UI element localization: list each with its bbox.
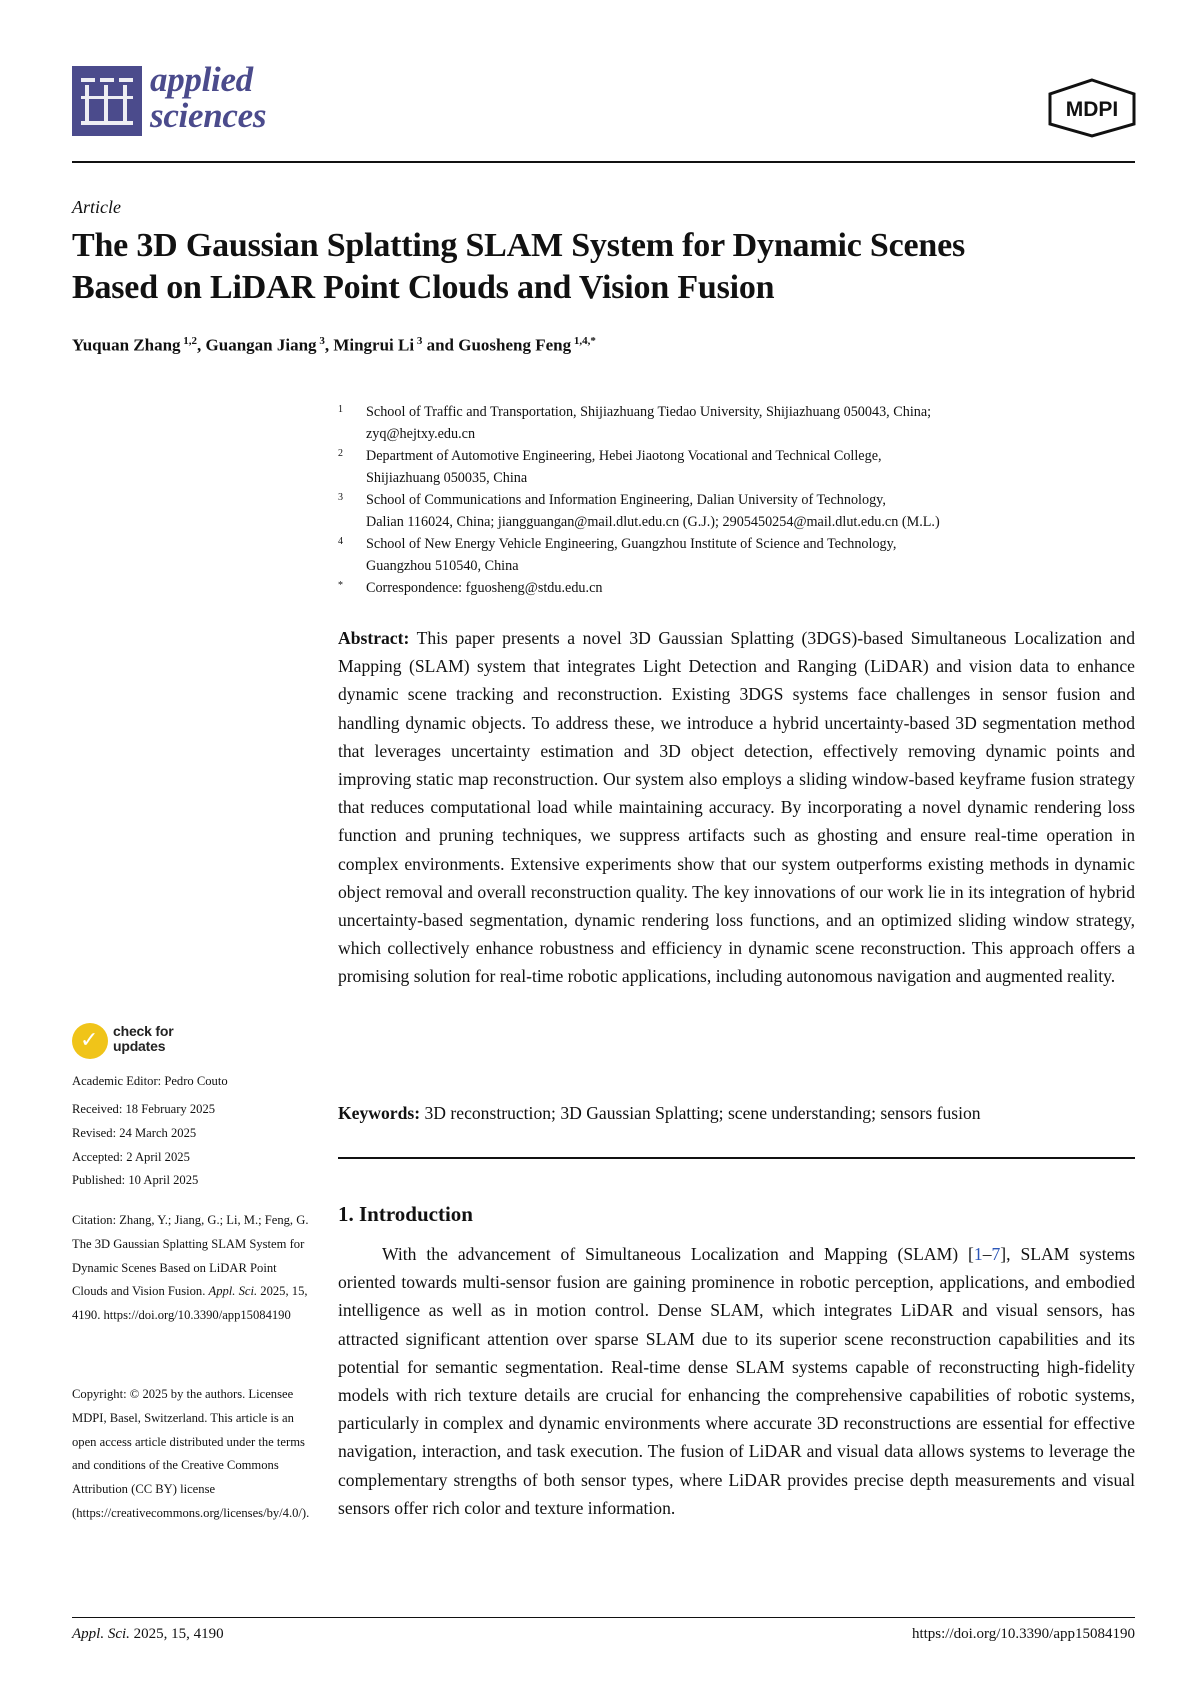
footer-divider (72, 1617, 1135, 1618)
header-divider (72, 161, 1135, 163)
affiliation-line: Guangzhou 510540, China (366, 558, 519, 574)
author-name: Guosheng Feng (458, 335, 572, 355)
journal-logo-icon (72, 66, 142, 136)
keywords-divider (338, 1157, 1135, 1159)
journal-name (150, 62, 266, 134)
journal-name-line1: applied (150, 60, 253, 99)
check-for-updates-line2: updates (113, 1037, 166, 1054)
affiliation-number: * (338, 580, 343, 591)
check-for-updates-line1: check for (113, 1023, 174, 1039)
affiliation-line: Correspondence: fguosheng@stdu.edu.cn (366, 580, 603, 596)
affiliation-item (338, 577, 1138, 599)
publication-date: Received: 18 February 2025 (72, 1102, 216, 1116)
affiliation-number: 4 (338, 536, 343, 547)
check-for-updates-label (113, 1024, 173, 1053)
introduction-paragraph (338, 1240, 1135, 1522)
footer-journal: Appl. Sci. (72, 1626, 130, 1642)
intro-text-post: ], SLAM systems oriented towards multi-sensor fusion are gaining prominence in robotic perception, applications, and embodied intelligence as well as in motion control. Dense SLAM, which integrates LiDAR and visual sensors, has attracted significant attention over sparse SLAM due to its superior scene reconstruction capabilities and its potential for semantic segmentation. Real-time dense SLAM systems capable of reconstructing high-fidelity models with rich texture details are crucial for enhancing the comprehensive capabilities of robotic systems, particularly in complex and dynamic environments where accurate 3D reconstructions are essential for effective navigation, interaction, and task execution. The fusion of LiDAR and visual data allows systems to leverage the complementary strengths of both sensor types, where LiDAR provides precise depth measurements and visual sensors offer rich color and texture information. (338, 1244, 1135, 1518)
author-list (72, 335, 596, 356)
copyright-block: Copyright: © 2025 by the authors. Licensee MDPI, Basel, Switzerland. This article is an open access article distributed under the terms and conditions of the Creative Commons Attribution (CC BY) license (https://creativecommons.org/licenses/by/4.0/). (72, 1387, 310, 1520)
intro-text-pre: With the advancement of Simultaneous Localization and Mapping (SLAM) [ (382, 1244, 974, 1264)
author-affiliation-marker: 3 (316, 335, 325, 347)
publisher-name: MDPI (1065, 98, 1119, 121)
affiliation-item (338, 489, 1138, 533)
affiliation-line: School of Communications and Information Engineering, Dalian University of Technology, (366, 492, 886, 508)
footer-citation (72, 1626, 224, 1643)
citation-block (72, 1209, 312, 1328)
citation-journal: Appl. Sci. (208, 1284, 258, 1299)
author-name: Yuquan Zhang (72, 335, 181, 355)
footer-doi-link[interactable]: https://doi.org/10.3390/app15084190 (911, 1626, 1135, 1642)
publication-date: Accepted: 2 April 2025 (72, 1149, 190, 1164)
checkmark-icon: ✓ (80, 1028, 99, 1053)
article-title-line1: The 3D Gaussian Splatting SLAM System for Dynamic Scenes (72, 227, 966, 264)
publication-date: Published: 10 April 2025 (72, 1173, 199, 1188)
affiliation-number: 2 (338, 448, 343, 459)
abstract (338, 624, 1135, 991)
footer-volume: 2025, 15, 4190 (129, 1626, 224, 1642)
section-heading-introduction: 1. Introduction (338, 1202, 473, 1226)
affiliation-item (338, 533, 1138, 577)
author-affiliation-marker: 3 (414, 335, 423, 347)
affiliation-line: Shijiazhuang 050035, China (366, 470, 528, 486)
publication-dates (72, 1098, 312, 1193)
citation-text-pre: Citation: Zhang, Y.; Jiang, G.; Li, M.; Feng, G. The 3D Gaussian Splatting SLAM System for Dynamic Scenes Based on LiDAR Point Clouds and Vision Fusion. (72, 1213, 309, 1299)
reference-link-start[interactable]: 1 (973, 1244, 983, 1264)
affiliation-line: Department of Automotive Engineering, Hebei Jiaotong Vocational and Technical College, (366, 448, 882, 464)
author-separator: , (197, 335, 206, 355)
academic-editor: Academic Editor: Pedro Couto (72, 1074, 228, 1088)
affiliation-line: Dalian 116024, China; jiangguangan@mail.dlut.edu.cn (G.J.); 2905450254@mail.dlut.edu.cn (M.L.) (366, 514, 940, 530)
publisher-logo-icon (1046, 78, 1138, 138)
reference-range-dash: – (982, 1244, 992, 1264)
article-title (72, 225, 1135, 309)
author-affiliation-marker: 1,2 (180, 335, 198, 347)
affiliation-number: 3 (338, 492, 343, 503)
citation-text-post: 2025, 15, 4190. https://doi.org/10.3390/app15084190 (72, 1284, 308, 1323)
affiliation-line: zyq@hejtxy.edu.cn (366, 426, 476, 442)
affiliation-line: School of New Energy Vehicle Engineering, Guangzhou Institute of Science and Technology, (366, 536, 897, 552)
check-for-updates-badge[interactable] (72, 1023, 182, 1061)
abstract-label: Abstract: (338, 628, 410, 648)
author-separator: and (422, 335, 459, 355)
affiliation-item (338, 401, 1138, 445)
affiliation-list (338, 401, 1138, 599)
reference-link-end[interactable]: 7 (991, 1244, 1001, 1264)
article-title-line2: Based on LiDAR Point Clouds and Vision Fusion (72, 269, 775, 306)
affiliation-item (338, 445, 1138, 489)
abstract-text: This paper presents a novel 3D Gaussian Splatting (3DGS)-based Simultaneous Localization and Mapping (SLAM) system that integrates Light Detection and Ranging (LiDAR) and vision data to enhance dynamic scene tracking and reconstruction. Existing 3DGS systems face challenges in sensor fusion and handling dynamic objects. To address these, we introduce a hybrid uncertainty-based 3D segmentation method that leverages uncertainty estimation and 3D object detection, effectively removing dynamic points and improving static map reconstruction. Our system also employs a sliding window-based keyframe fusion strategy that reduces computational load while maintaining accuracy. By incorporating a novel dynamic rendering loss function and pruning techniques, we suppress artifacts such as ghosting and ensure real-time operation in complex environments. Extensive experiments show that our system outperforms existing methods in dynamic object removal and overall reconstruction quality. The key innovations of our work lie in its integration of hybrid uncertainty-based segmentation, dynamic rendering loss functions, and an optimized sliding window strategy, which collectively enhance robustness and efficiency in dynamic scene reconstruction. This approach offers a promising solution for real-time robotic applications, including autonomous navigation and augmented reality. (338, 628, 1135, 987)
author-name: Mingrui Li (333, 335, 415, 355)
article-type: Article (72, 197, 121, 217)
publication-date: Revised: 24 March 2025 (72, 1125, 197, 1140)
keywords (338, 1099, 1135, 1127)
author-separator: , (324, 335, 334, 355)
keywords-label: Keywords: (338, 1103, 421, 1123)
author-name: Guangan Jiang (205, 335, 317, 355)
journal-name-line2: sciences (150, 96, 267, 135)
keywords-text: 3D reconstruction; 3D Gaussian Splatting; scene understanding; sensors fusion (424, 1103, 981, 1123)
affiliation-number: 1 (338, 404, 343, 415)
author-affiliation-marker: 1,4,* (571, 335, 596, 347)
affiliation-line: School of Traffic and Transportation, Shijiazhuang Tiedao University, Shijiazhuang 050043, China; (366, 404, 932, 420)
